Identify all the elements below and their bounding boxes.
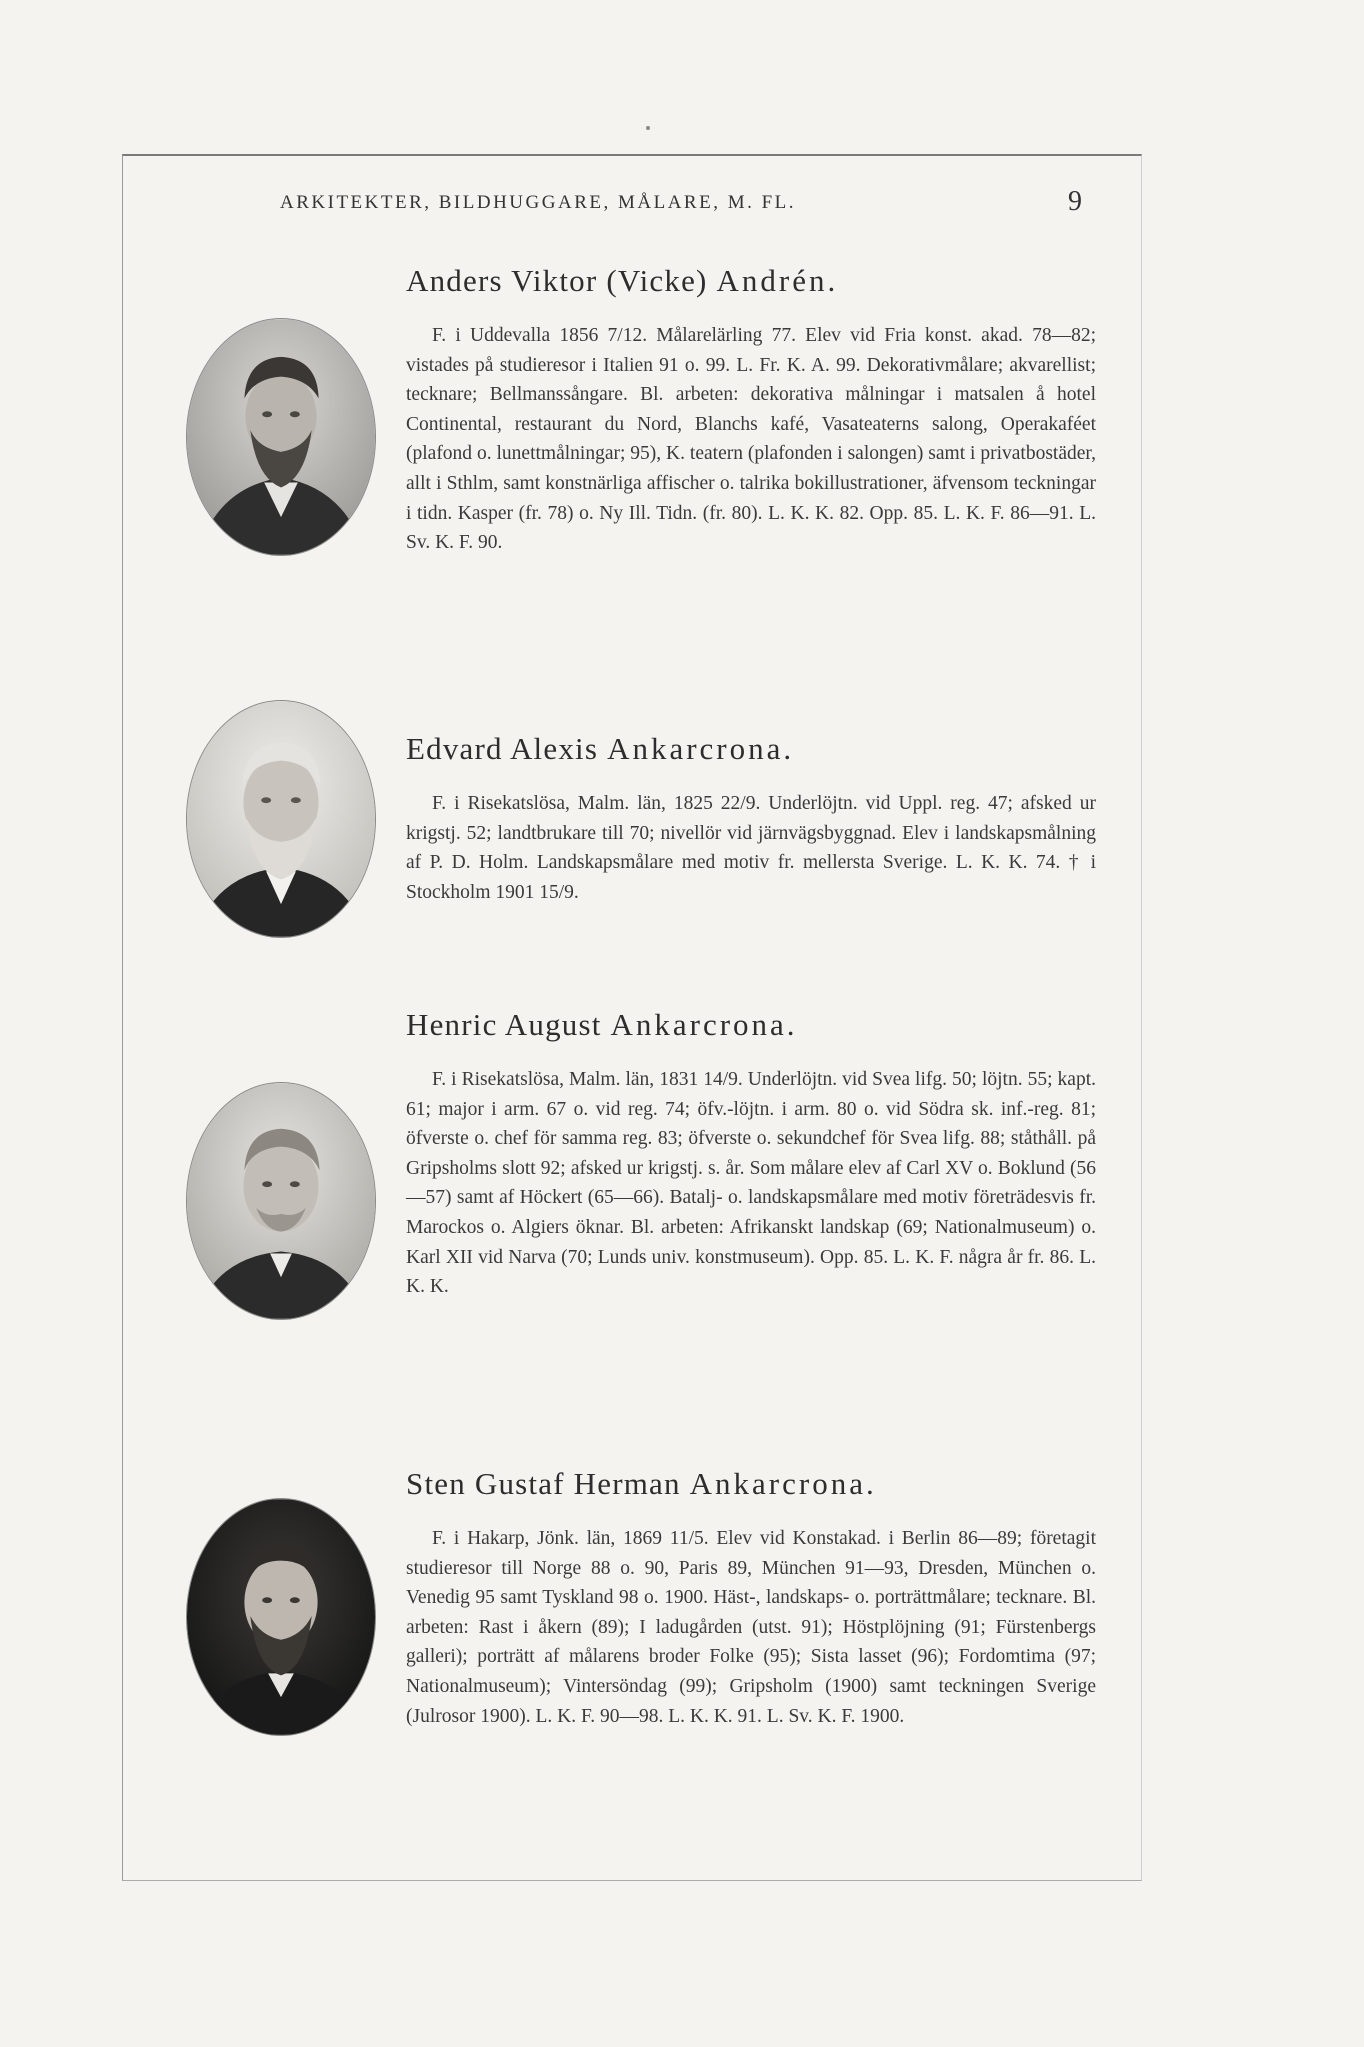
entry-name (406, 1466, 1096, 1502)
entry-biography (406, 1065, 1096, 1302)
entry-henric-ankarcrona (406, 1007, 1096, 1302)
entry-given-names: Edvard Alexis (406, 731, 599, 766)
entry-edvard-ankarcrona (406, 731, 1096, 907)
portrait-young-man (186, 1498, 376, 1736)
entry-family-name: Ankarcrona. (689, 1466, 877, 1501)
entry-biography-text: F. i Risekatslösa, Malm. län, 1831 14/9. Underlöjtn. vid Svea lifg. 50; löjtn. 55; kapt. 61; major i arm. 67 o. vid reg. 74; öfv.-löjtn. i arm. 80 o. vid Södra sk. inf.-reg. 81; öfverste o. chef för samma reg. 83; öfverste o. sekundchef för Svea lifg. 88; ståthåll. på Gripsholms slott 92; afsked ur krigstj. s. år. Som målare elev af Carl XV o. Boklund (56—57) samt af Höckert (65—66). Batalj- o. landskapsmålare med motiv företrädesvis fr. Marockos o. Algiers öknar. Bl. arbeten: Afrikanskt landskap (69; Nationalmuseum) o. Karl XII vid Narva (70; Lunds univ. konstmuseum). Opp. 85. L. K. F. några år fr. 86. L. K. K. (406, 1069, 1096, 1298)
entry-name (406, 731, 1096, 767)
entry-biography-text: F. i Uddevalla 1856 7/12. Målarelärling 77. Elev vid Fria konst. akad. 78—82; vistades på studieresor i Italien 91 o. 99. L. Fr. K. A. 99. Dekorativmålare; akvarellist; tecknare; Bellmanssångare. Bl. arbeten: dekorativa målningar i matsalen å hotel Continental, restaurant du Nord, Blanchs kafé, Vasateaterns salong, Operakaféet (plafond o. lunettmålningar; 95), K. teatern (plafonden i salongen) samt i privatbostäder, allt i Sthlm, samt konstnärliga affischer o. talrika bokillustrationer, äfvensom teckningar i tidn. Kasper (fr. 78) o. Ny Ill. Tidn. (fr. 80). L. K. K. 82. Opp. 85. L. K. F. 86—91. L. Sv. K. F. 90. (406, 325, 1096, 554)
portrait-military-man (186, 1082, 376, 1320)
entry-biography (406, 789, 1096, 907)
entry-name (406, 263, 1096, 299)
scan-speck (646, 126, 650, 130)
portrait-bearded-man-image (187, 319, 375, 555)
entry-biography (406, 321, 1096, 558)
entry-family-name: Andrén. (716, 263, 839, 298)
entry-name (406, 1007, 1096, 1043)
portrait-elderly-man (186, 700, 376, 938)
portrait-elderly-man-image (187, 701, 375, 937)
entry-given-names: Anders Viktor (Vicke) (406, 263, 708, 298)
entry-biography-text: F. i Risekatslösa, Malm. län, 1825 22/9. Underlöjtn. vid Uppl. reg. 47; afsked ur krigstj. 52; landtbrukare till 70; nivellör vid järnvägsbyggnad. Elev i landskapsmålning af P. D. Holm. Landskapsmålare med motiv fr. mellersta Sverige. L. K. K. 74. † i Stockholm 1901 15/9. (406, 793, 1096, 903)
portrait-military-man-image (187, 1083, 375, 1319)
entry-biography-text: F. i Hakarp, Jönk. län, 1869 11/5. Elev vid Konstakad. i Berlin 86—89; företagit studieresor till Norge 88 o. 90, Paris 89, München 91—93, Dresden, München o. Venedig 95 samt Tyskland 98 o. 1900. Häst-, landskaps- o. porträttmålare; tecknare. Bl. arbeten: Rast i åkern (89); I ladugården (utst. 91); Höstplöjning (91; Fürstenbergs galleri); porträtt af målarens broder Folke (95); Sista lasset (96); Fordomtima (97; Nationalmuseum); Vintersöndag (99); Gripsholm (1900) samt teckningen Sverige (Julrosor 1900). L. K. F. 90—98. L. K. K. 91. L. Sv. K. F. 1900. (406, 1528, 1096, 1727)
entry-andren (406, 263, 1096, 558)
entry-biography (406, 1524, 1096, 1731)
entry-family-name: Ankarcrona. (607, 731, 795, 766)
entry-given-names: Henric August (406, 1007, 602, 1042)
entry-family-name: Ankarcrona. (610, 1007, 798, 1042)
running-title: ARKITEKTER, BILDHUGGARE, MÅLARE, M. FL. (280, 192, 797, 213)
portrait-young-man-image (187, 1499, 375, 1735)
entry-given-names: Sten Gustaf Herman (406, 1466, 681, 1501)
entry-sten-ankarcrona (406, 1466, 1096, 1731)
portrait-bearded-man (186, 318, 376, 556)
page-number: 9 (1068, 186, 1082, 217)
